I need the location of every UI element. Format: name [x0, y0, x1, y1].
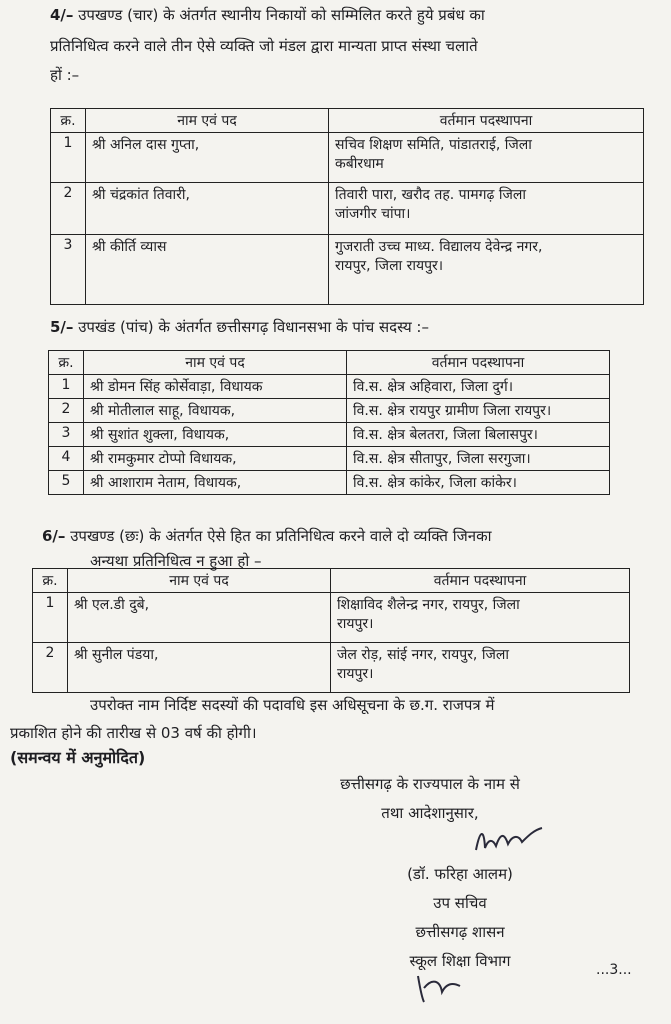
table-row — [33, 643, 630, 693]
row-number: 1 — [49, 375, 84, 399]
section4-text-line2: प्रतिनिधित्व करने वाले तीन ऐसे व्यक्ति जो मंडल द्वारा मान्यता प्राप्त संस्था चलाते — [50, 37, 478, 55]
initials-scribble — [410, 968, 470, 1008]
table-row — [49, 447, 610, 471]
closing-line1: उपरोक्त नाम निर्दिष्ट सदस्यों की पदावधि इस अधिसूचना के छ.ग. राजपत्र में — [90, 696, 495, 714]
row-number: 5 — [49, 471, 84, 495]
column-header-name: नाम एवं पद — [86, 109, 329, 133]
section6-text-line2: अन्यथा प्रतिनिधित्व न हुआ हो – — [90, 552, 262, 570]
table-row — [51, 133, 644, 183]
approved-note: (समन्वय में अनुमोदित) — [10, 748, 146, 767]
signatory-department: स्कूल शिक्षा विभाग — [409, 952, 511, 970]
table-header-row — [49, 351, 610, 375]
table-row — [49, 375, 610, 399]
section6-table — [32, 568, 630, 693]
row-posting — [331, 643, 630, 693]
row-name: श्री कीर्ति व्यास — [86, 235, 329, 305]
row-posting — [329, 235, 644, 305]
signatory-name: (डॉ. फरिहा आलम) — [407, 865, 513, 883]
signatory-block — [360, 860, 560, 976]
column-header-no: क्र. — [51, 109, 86, 133]
row-posting-line1: शिक्षाविद शैलेन्द्र नगर, रायपुर, जिला — [337, 597, 520, 613]
section5-table — [48, 350, 610, 495]
row-number: 2 — [49, 399, 84, 423]
row-posting — [329, 133, 644, 183]
row-name: श्री सुशांत शुक्ला, विधायक, — [84, 423, 347, 447]
column-header-posting: वर्तमान पदस्थापना — [331, 569, 630, 593]
section6-heading: 6/– — [42, 527, 66, 545]
row-number: 3 — [49, 423, 84, 447]
signature-scribble — [470, 820, 560, 865]
row-posting-line2: रायपुर। — [337, 666, 374, 682]
row-name: श्री रामकुमार टोप्पो विधायक, — [84, 447, 347, 471]
table-row — [49, 471, 610, 495]
column-header-name: नाम एवं पद — [68, 569, 331, 593]
row-posting-line1: जेल रोड़, सांई नगर, रायपुर, जिला — [337, 647, 509, 663]
row-posting: वि.स. क्षेत्र कांकेर, जिला कांकेर। — [347, 471, 610, 495]
row-posting: वि.स. क्षेत्र बेलतरा, जिला बिलासपुर। — [347, 423, 610, 447]
row-name: श्री अनिल दास गुप्ता, — [86, 133, 329, 183]
page-marker: ...3... — [596, 962, 632, 978]
column-header-no: क्र. — [49, 351, 84, 375]
table-row — [49, 423, 610, 447]
row-number: 4 — [49, 447, 84, 471]
section4-line1 — [50, 0, 485, 30]
column-header-name: नाम एवं पद — [84, 351, 347, 375]
section5-text: उपखंड (पांच) के अंतर्गत छत्तीसगढ़ विधानसभा के पांच सदस्य :– — [78, 318, 429, 336]
row-number: 3 — [51, 235, 86, 305]
row-posting-line1: तिवारी पारा, खरौद तह. पामगढ़ जिला — [335, 187, 526, 203]
row-posting-line2: रायपुर। — [337, 616, 374, 632]
table-header-row — [33, 569, 630, 593]
order-line2: तथा आदेशानुसार, — [381, 804, 479, 822]
row-name: श्री एल.डी दुबे, — [68, 593, 331, 643]
row-number: 1 — [51, 133, 86, 183]
section5-line — [50, 312, 429, 342]
row-posting-line2: रायपुर, जिला रायपुर। — [335, 258, 444, 274]
row-posting: वि.स. क्षेत्र रायपुर ग्रामीण जिला रायपुर। — [347, 399, 610, 423]
column-header-posting: वर्तमान पदस्थापना — [329, 109, 644, 133]
row-posting-line1: गुजराती उच्च माध्य. विद्यालय देवेन्द्र नगर, — [335, 239, 543, 255]
row-number: 1 — [33, 593, 68, 643]
signatory-office: छत्तीसगढ़ शासन — [415, 923, 505, 941]
table-row — [33, 593, 630, 643]
row-name: श्री आशाराम नेताम, विधायक, — [84, 471, 347, 495]
table-row — [51, 183, 644, 235]
row-posting — [329, 183, 644, 235]
row-number: 2 — [33, 643, 68, 693]
closing-line2: प्रकाशित होने की तारीख से 03 वर्ष की होगी। — [10, 724, 257, 742]
row-posting: वि.स. क्षेत्र अहिवारा, जिला दुर्ग। — [347, 375, 610, 399]
section4-text-line3: हों :– — [50, 66, 80, 84]
row-posting-line2: जांजगीर चांपा। — [335, 206, 411, 222]
column-header-posting: वर्तमान पदस्थापना — [347, 351, 610, 375]
row-posting: वि.स. क्षेत्र सीतापुर, जिला सरगुजा। — [347, 447, 610, 471]
section4-table — [50, 108, 644, 305]
row-posting-line2: कबीरधाम — [335, 156, 384, 172]
section4-text-line1: उपखण्ड (चार) के अंतर्गत स्थानीय निकायों को सम्मिलित करते हुये प्रबंध का — [78, 6, 485, 24]
row-name: श्री सुनील पंडया, — [68, 643, 331, 693]
column-header-no: क्र. — [33, 569, 68, 593]
row-name: श्री मोतीलाल साहू, विधायक, — [84, 399, 347, 423]
signatory-designation: उप सचिव — [433, 894, 487, 912]
section4-heading: 4/– — [50, 6, 74, 24]
section5-heading: 5/– — [50, 318, 74, 336]
table-row — [49, 399, 610, 423]
table-header-row — [51, 109, 644, 133]
row-posting-line1: सचिव शिक्षण समिति, पांडातराई, जिला — [335, 137, 532, 153]
row-number: 2 — [51, 183, 86, 235]
table-row — [51, 235, 644, 305]
section6-text-line1: उपखण्ड (छः) के अंतर्गत ऐसे हित का प्रतिनिधित्व करने वाले दो व्यक्ति जिनका — [70, 527, 492, 545]
row-name: श्री चंद्रकांत तिवारी, — [86, 183, 329, 235]
row-posting — [331, 593, 630, 643]
order-line1: छत्तीसगढ़ के राज्यपाल के नाम से — [340, 775, 520, 793]
row-name: श्री डोमन सिंह कोर्सेवाड़ा, विधायक — [84, 375, 347, 399]
